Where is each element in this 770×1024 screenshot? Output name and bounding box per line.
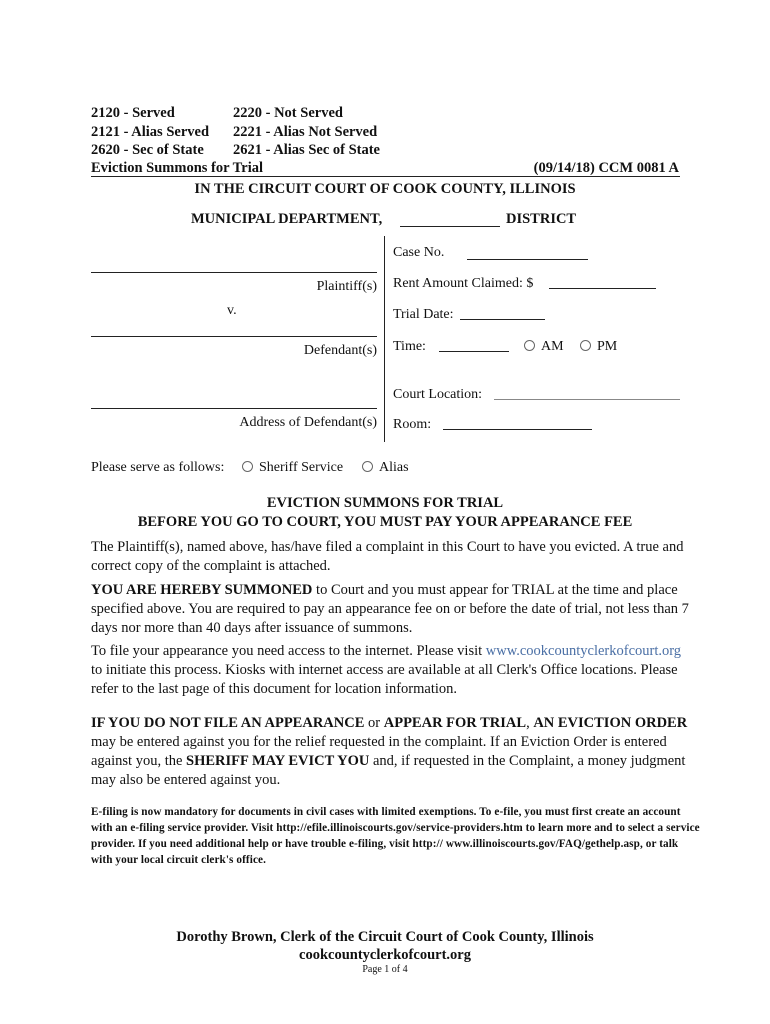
room-label: Room:	[393, 417, 432, 432]
serve-as-label: Please serve as follows:	[91, 460, 225, 475]
alias-radio-icon[interactable]	[362, 461, 373, 472]
efiling-notice: E-filing is now mandatory for documents in civil cases with limited exemptions. To e-file, you must first create an account with an e-filing service provider. Visit http://efile.illinoiscourts.gov/service-providers.htm to learn more and to select a service provider. If you need additional help or have trouble e-filing, visit http:// www.illinoiscourts.gov/FAQ/gethelp.asp, or talk with your local circuit clerk's office.	[91, 806, 700, 866]
court-title: IN THE CIRCUIT COURT OF COOK COUNTY, ILLINOIS	[194, 181, 576, 197]
alias-option[interactable]	[362, 460, 409, 476]
case-no-field[interactable]	[467, 259, 588, 260]
court-location-field[interactable]	[494, 399, 680, 400]
summoned-emphasis: YOU ARE HEREBY SUMMONED	[91, 582, 313, 598]
code-alias-sec-of-state: 2621 - Alias Sec of State	[233, 142, 380, 158]
sheriff-service-option[interactable]	[242, 460, 343, 476]
form-name: Eviction Summons for Trial	[91, 160, 264, 176]
room-field[interactable]	[443, 429, 592, 430]
court-location-label: Court Location:	[393, 387, 483, 402]
warning-text-1: may be entered against you for the relief requested in the complaint. If an Eviction Order is entered against you, the	[91, 734, 667, 769]
am-option[interactable]	[524, 339, 564, 355]
rent-amount-label: Rent Amount Claimed: $	[393, 276, 534, 291]
pm-radio-icon[interactable]	[580, 340, 591, 351]
sheriff-service-label: Sheriff Service	[259, 460, 344, 475]
warning-appear-for-trial: APPEAR FOR TRIAL	[383, 715, 527, 731]
appearance-text-post: to initiate this process. Kiosks with internet access are available at all Clerk's Office locations. Please refer to the last page of this document for location information.	[91, 662, 678, 697]
appearance-paragraph	[91, 642, 691, 699]
defendant-address-field[interactable]	[91, 408, 377, 409]
footer-website: cookcountyclerkofcourt.org	[299, 947, 471, 963]
clerk-website-link[interactable]: www.cookcountyclerkofcourt.org	[485, 643, 682, 659]
warning-text-2: and, if requested in the Complaint, a money judgment may also be entered against you.	[91, 753, 686, 788]
warning-sheriff-evict: SHERIFF MAY EVICT YOU	[186, 753, 370, 769]
case-codes-right	[233, 104, 380, 160]
versus-label: v.	[227, 303, 237, 318]
warning-or: or	[364, 715, 384, 731]
defendant-label: Defendant(s)	[303, 343, 377, 358]
case-codes-left	[91, 104, 209, 160]
complaint-paragraph: The Plaintiff(s), named above, has/have filed a complaint in this Court to have you evicted. A true and correct copy of the complaint is attached.	[91, 539, 684, 574]
appearance-fee-heading: BEFORE YOU GO TO COURT, YOU MUST PAY YOUR APPEARANCE FEE	[137, 514, 633, 530]
district-label: DISTRICT	[506, 211, 577, 227]
appearance-text-pre: To file your appearance you need access to the internet. Please visit	[91, 643, 486, 659]
clerk-name: Dorothy Brown, Clerk of the Circuit Court of Cook County, Illinois	[176, 929, 594, 945]
department-label: MUNICIPAL DEPARTMENT,	[191, 211, 383, 227]
warning-eviction-order: AN EVICTION ORDER	[533, 715, 688, 731]
defendant-field[interactable]	[91, 336, 377, 337]
plaintiff-label: Plaintiff(s)	[316, 279, 377, 294]
code-alias-served: 2121 - Alias Served	[91, 123, 210, 140]
trial-date-field[interactable]	[460, 319, 545, 320]
warning-comma: ,	[526, 715, 534, 731]
am-radio-icon[interactable]	[524, 340, 535, 351]
defendant-address-label: Address of Defendant(s)	[239, 415, 377, 430]
code-alias-not-served: 2221 - Alias Not Served	[233, 123, 378, 140]
am-label: AM	[541, 339, 564, 354]
rent-amount-field[interactable]	[549, 288, 656, 289]
summons-heading: EVICTION SUMMONS FOR TRIAL	[266, 495, 504, 511]
pm-label: PM	[597, 339, 618, 354]
warning-no-appearance: IF YOU DO NOT FILE AN APPEARANCE	[91, 715, 365, 731]
plaintiff-field[interactable]	[91, 272, 377, 273]
summoned-paragraph	[91, 581, 691, 638]
time-field[interactable]	[439, 351, 509, 352]
code-not-served: 2220 - Not Served	[233, 105, 343, 121]
district-field[interactable]	[400, 226, 500, 227]
header-rule	[91, 176, 680, 177]
warning-paragraph	[91, 714, 691, 790]
alias-label: Alias	[379, 460, 409, 475]
sheriff-radio-icon[interactable]	[242, 461, 253, 472]
summoned-text: to Court and you must appear for TRIAL at the time and place specified above. You are required to pay an appearance fee on or before the date of trial, not less than 7 days nor more than 40 days after issuance of summons.	[91, 582, 689, 636]
caption-divider	[384, 236, 385, 442]
case-no-label: Case No.	[393, 245, 445, 260]
trial-date-label: Trial Date:	[393, 307, 454, 322]
time-label: Time:	[393, 339, 426, 354]
code-served: 2120 - Served	[91, 105, 175, 121]
code-sec-of-state: 2620 - Sec of State	[91, 142, 204, 158]
page-number: Page 1 of 4	[362, 964, 408, 975]
pm-option[interactable]	[580, 339, 617, 355]
form-number: (09/14/18) CCM 0081 A	[533, 160, 679, 176]
